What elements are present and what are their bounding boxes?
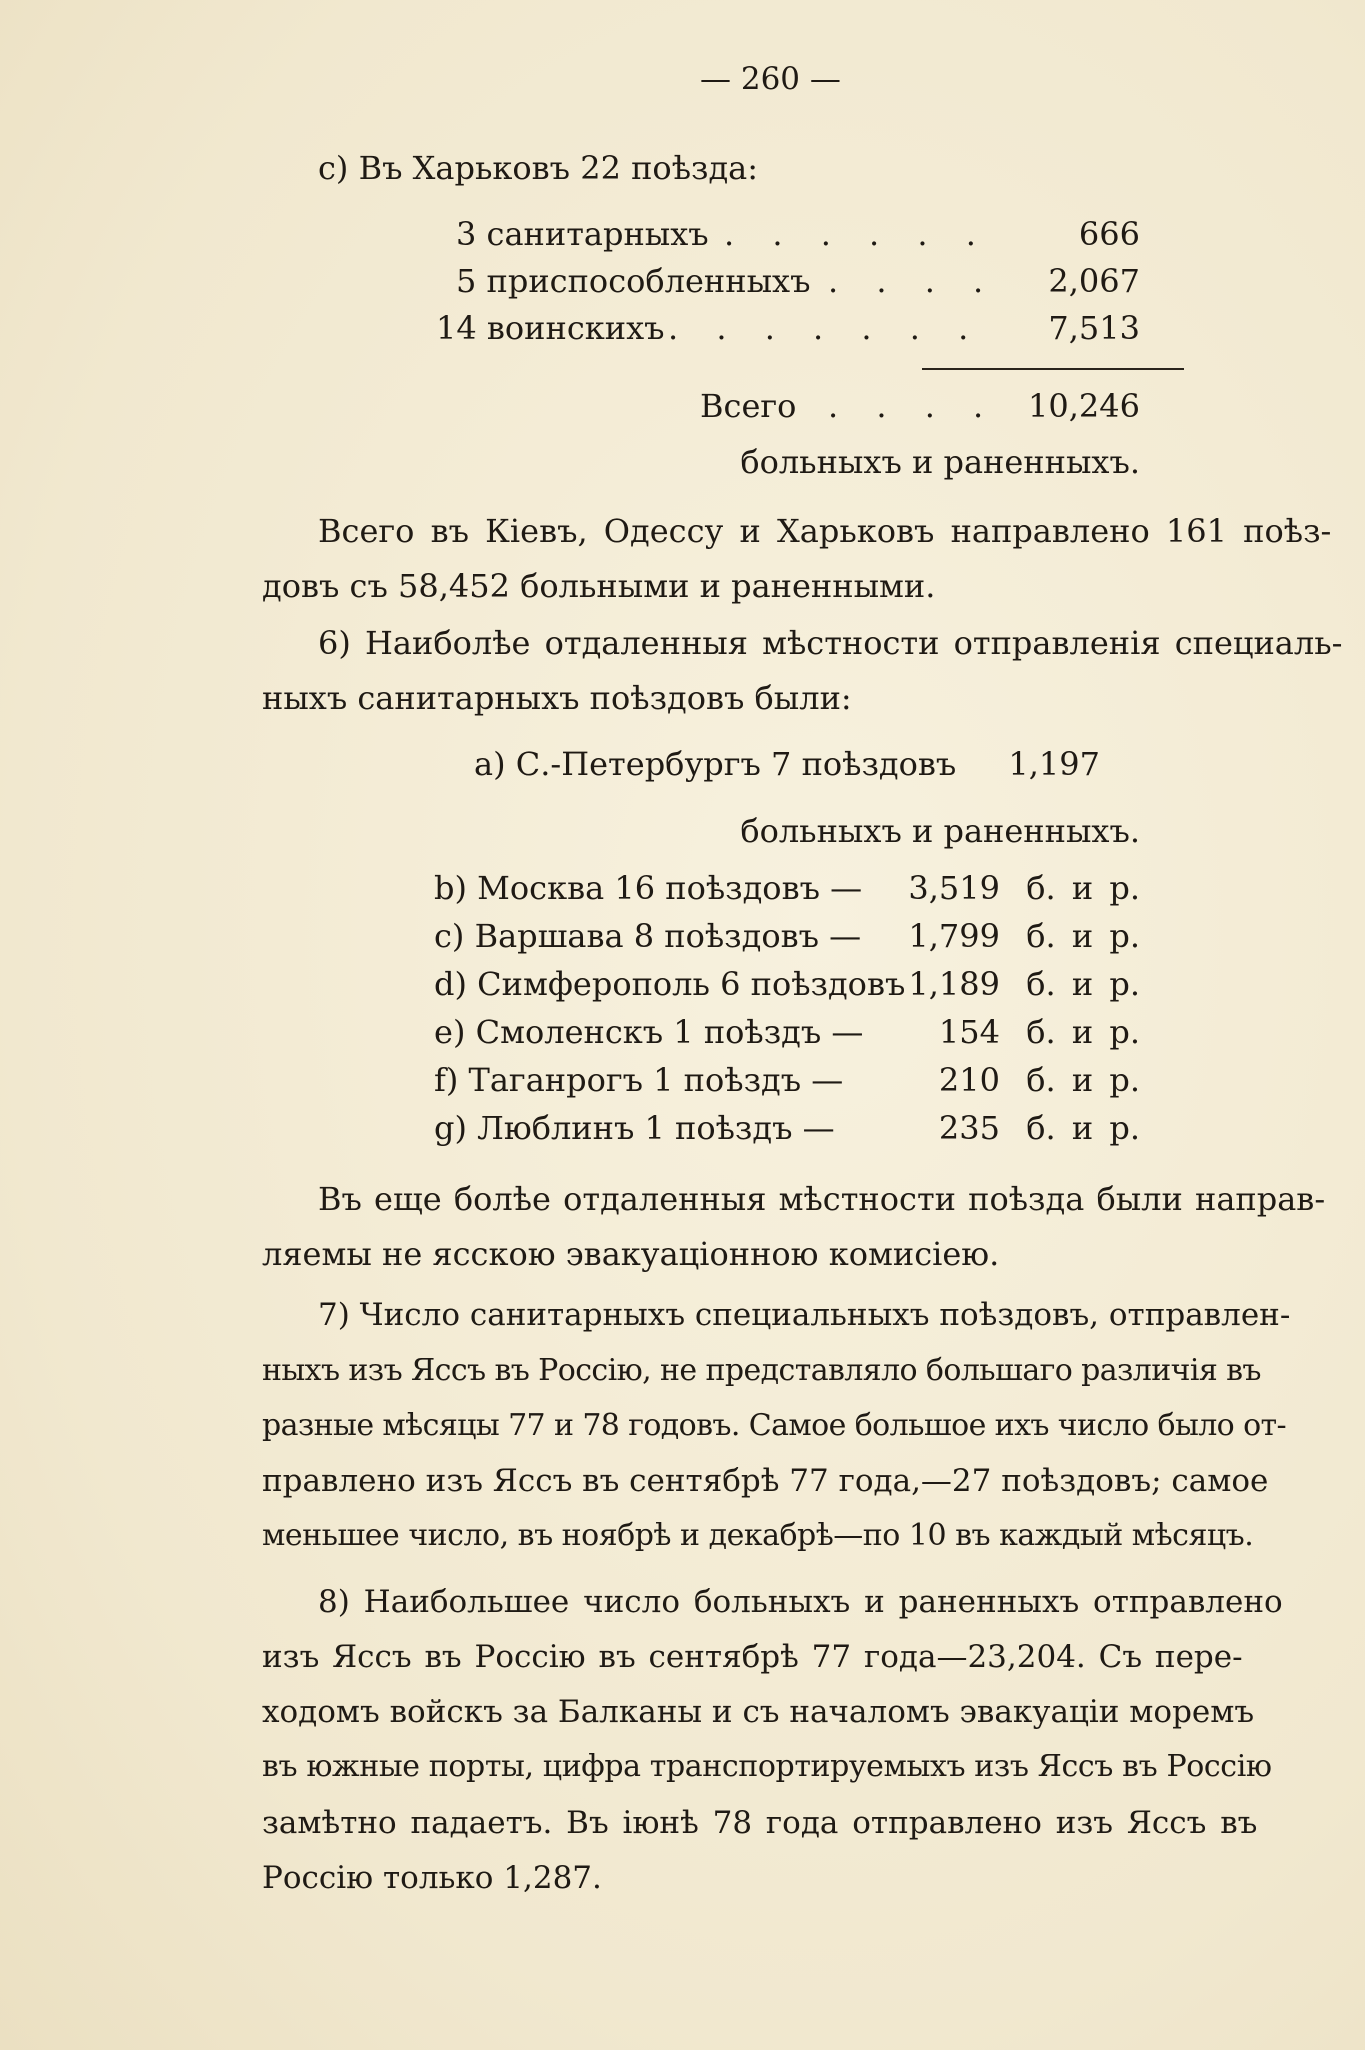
- paragraph-line: 8) Наибольшее число больныхъ и раненныхъ отправлено: [318, 1584, 1283, 1620]
- row-value: 666: [1078, 215, 1140, 253]
- paragraph-line: Всего въ Кіевъ, Одессу и Харьковъ направлено 161 поѣз-: [318, 512, 1332, 550]
- list-item-label: b) Москва 16 поѣздовъ —: [434, 869, 863, 907]
- list-item-label: f) Таганрогъ 1 поѣздъ —: [434, 1061, 844, 1099]
- list-item-label: g) Люблинъ 1 поѣздъ —: [434, 1109, 835, 1147]
- list-item-label: е) Смоленскъ 1 поѣздъ —: [434, 1013, 864, 1051]
- list-item-abbr: б. и р.: [1026, 1061, 1140, 1099]
- paragraph-line: 6) Наиболѣе отдаленныя мѣстности отправленія специаль-: [318, 624, 1343, 662]
- list-item-value: 1,189: [908, 965, 1000, 1003]
- paragraph-line: ходомъ войскъ за Балканы и съ началомъ эвакуаціи моремъ: [262, 1694, 1255, 1730]
- list-item-abbr: б. и р.: [1026, 1109, 1140, 1147]
- paragraph-line: замѣтно падаетъ. Въ іюнѣ 78 года отправлено изъ Яссъ въ: [262, 1805, 1258, 1841]
- total-rule: [922, 368, 1184, 370]
- total-dots: . . . .: [828, 387, 998, 425]
- paragraph-line: правлено изъ Яссъ въ сентябрѣ 77 года,—27 поѣздовъ; самое: [262, 1463, 1269, 1499]
- list-item-abbr: б. и р.: [1026, 917, 1140, 955]
- row-value: 7,513: [1048, 309, 1140, 347]
- paragraph-line: изъ Яссъ въ Россію въ сентябрѣ 77 года—23,204. Съ пере-: [262, 1639, 1243, 1675]
- paragraph-line: Въ еще болѣе отдаленныя мѣстности поѣзда были направ-: [318, 1180, 1326, 1218]
- page-number: — 260 —: [700, 61, 841, 97]
- section-c-heading: с) Въ Харьковъ 22 поѣзда:: [318, 149, 758, 187]
- list-item-abbr: б. и р.: [1026, 1013, 1140, 1051]
- row-value: 2,067: [1048, 262, 1140, 300]
- list-item-value: 235: [938, 1109, 1000, 1147]
- paragraph-line: ляемы не ясскою эвакуаціонною комисіею.: [262, 1235, 1000, 1273]
- paragraph-line: довъ съ 58,452 больными и раненными.: [262, 567, 936, 605]
- paragraph-line: 7) Число санитарныхъ специальныхъ поѣздовъ, отправлен-: [318, 1297, 1291, 1333]
- list-item-value: 210: [938, 1061, 1000, 1099]
- row-dots: . . . . . . .: [668, 309, 983, 347]
- total-caption: больныхъ и раненныхъ.: [740, 443, 1140, 481]
- list-item-label: с) Варшава 8 поѣздовъ —: [434, 917, 862, 955]
- total-value: 10,246: [1028, 387, 1140, 425]
- row-label: 3 санитарныхъ: [456, 215, 709, 253]
- list-item-label: d) Симферополь 6 поѣздовъ: [434, 965, 906, 1003]
- total-label: Всего: [700, 387, 797, 425]
- paragraph-line: ныхъ санитарныхъ поѣздовъ были:: [262, 679, 852, 717]
- list-item-value: 3,519: [908, 869, 1000, 907]
- paragraph-line: разные мѣсяцы 77 и 78 годовъ. Самое большое ихъ число было от-: [262, 1408, 1287, 1443]
- item-a-value: 1,197: [1008, 745, 1100, 783]
- paragraph-line: Россію только 1,287.: [262, 1860, 602, 1896]
- item-a-text: а) С.-Петербургъ 7 поѣздовъ: [474, 745, 957, 783]
- row-label: 5 приспособленныхъ: [456, 262, 811, 300]
- row-dots: . . . .: [828, 262, 998, 300]
- row-dots: . . . . . .: [724, 215, 990, 253]
- item-a-caption: больныхъ и раненныхъ.: [740, 812, 1140, 850]
- list-item-abbr: б. и р.: [1026, 965, 1140, 1003]
- list-item-abbr: б. и р.: [1026, 869, 1140, 907]
- paragraph-line: ныхъ изъ Яссъ въ Россію, не представляло большаго различія въ: [262, 1353, 1261, 1388]
- paragraph-line: въ южные порты, цифра транспортируемыхъ изъ Яссъ въ Россію: [262, 1749, 1272, 1784]
- paragraph-line: меньшее число, въ ноябрѣ и декабрѣ—по 10 въ каждый мѣсяцъ.: [262, 1518, 1254, 1553]
- row-label: 14 воинскихъ: [436, 309, 665, 347]
- list-item-value: 1,799: [908, 917, 1000, 955]
- list-item-value: 154: [938, 1013, 1000, 1051]
